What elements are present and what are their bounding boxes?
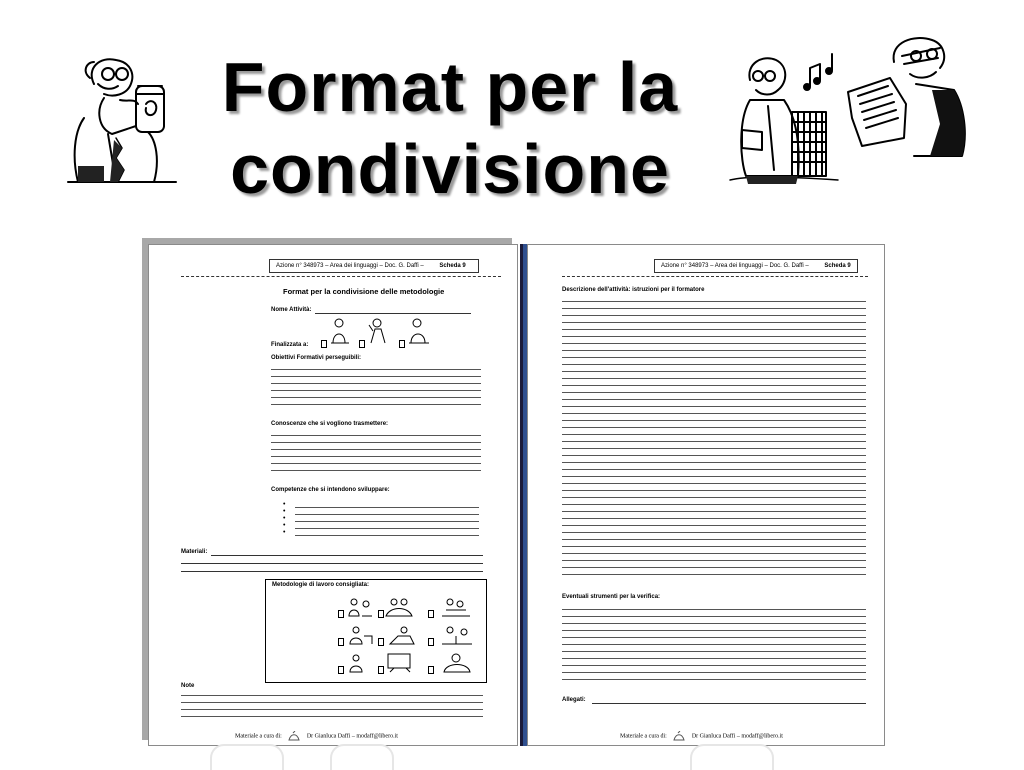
format-page-left [148, 244, 518, 746]
notes-lines [181, 689, 483, 717]
skills-bullets: • • • • • [283, 501, 286, 536]
page-footer [235, 731, 398, 741]
author-cartoon-icon [672, 731, 686, 741]
description-label: Descrizione dell'attività: istruzioni per il formatore [562, 287, 705, 293]
activity-name-line [315, 313, 471, 314]
verification-tools-lines [562, 603, 866, 680]
target-checkbox-1[interactable] [321, 340, 327, 348]
knowledge-lines [271, 429, 481, 471]
background-decoration [330, 744, 394, 770]
skills-label: Competenze che si intendono sviluppare: [271, 487, 390, 493]
notes-label: Note [181, 683, 195, 689]
background-decoration [210, 744, 284, 770]
knowledge-label: Conoscenze che si vogliono trasmettere: [271, 421, 389, 427]
objectives-label: Obiettivi Formativi perseguibili: [271, 355, 362, 361]
target-figures-icon [329, 317, 435, 345]
attachments-line [592, 703, 866, 704]
verification-tools-label: Eventuali strumenti per la verifica: [562, 594, 661, 600]
objectives-lines [271, 363, 481, 405]
header-separator [181, 276, 501, 277]
slide-title-line-1: Format per la [221, 48, 679, 126]
header-card-number: Scheda 9 [824, 263, 851, 269]
attachments-label: Allegati: [562, 697, 586, 703]
slide-title-line-2: condivisione [230, 130, 670, 208]
slide-title [180, 46, 720, 210]
header-reference: Azione n° 348973 – Area dei linguaggi – Doc. G. Daffi – [276, 263, 424, 269]
footer-author: Dr Gianluca Daffi – modaff@libero.it [306, 733, 398, 740]
man-reading-newspaper-icon [844, 34, 972, 160]
aimed-at-label: Finalizzata a: [271, 342, 309, 348]
form-title: Format per la condivisione delle metodologie [283, 287, 445, 296]
musician-conductor-icon [728, 50, 840, 192]
header-separator [562, 276, 868, 277]
footer-prefix: Materiale a cura di: [235, 733, 282, 740]
materials-line-1 [211, 555, 483, 556]
page-footer [620, 731, 783, 741]
skills-lines [295, 501, 479, 536]
header-card-number: Scheda 9 [439, 263, 466, 269]
method-checkbox-1[interactable] [338, 610, 344, 618]
methods-label: Metodologie di lavoro consigliata: [272, 582, 370, 588]
author-cartoon-icon [287, 731, 301, 741]
background-decoration [690, 744, 774, 770]
footer-author: Dr Gianluca Daffi – modaff@libero.it [691, 733, 783, 740]
man-with-jar-icon [64, 48, 180, 192]
page-header-box [654, 259, 858, 273]
methods-box [265, 579, 487, 683]
materials-line-2 [181, 563, 483, 564]
description-lines [562, 295, 866, 575]
page-header-box [269, 259, 479, 273]
footer-prefix: Materiale a cura di: [620, 733, 667, 740]
header-reference: Azione n° 348973 – Area dei linguaggi – Doc. G. Daffi – [661, 263, 809, 269]
format-page-right [527, 244, 885, 746]
materials-label: Materiali: [181, 549, 208, 555]
method-checkbox-4[interactable] [338, 638, 344, 646]
method-checkbox-7[interactable] [338, 666, 344, 674]
method-figures-icon [346, 596, 482, 678]
materials-line-3 [181, 571, 483, 572]
activity-name-label: Nome Attività: [271, 307, 312, 313]
